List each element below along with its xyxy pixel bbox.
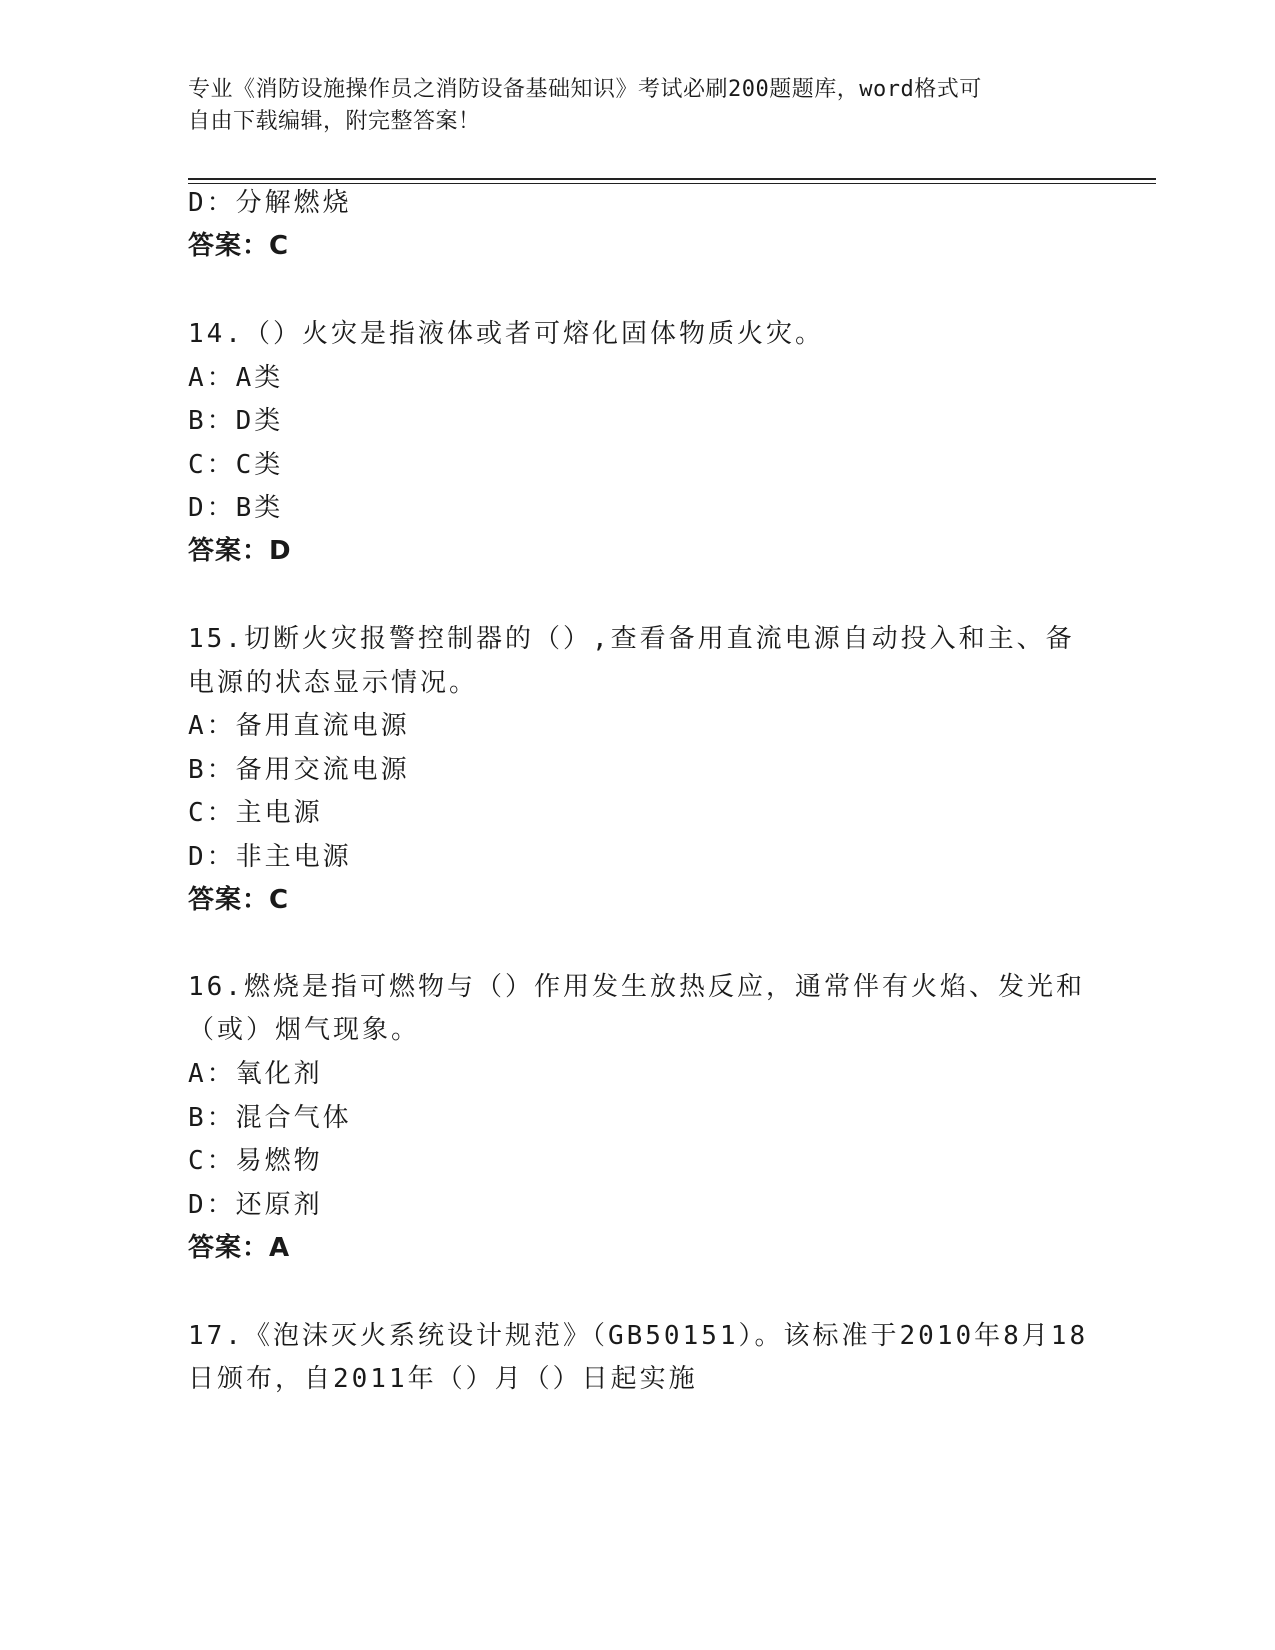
prev-option-d: D：分解燃烧 (188, 188, 352, 218)
q14-option-d: D：B类 (188, 493, 284, 523)
q14-option-c: C：C类 (188, 450, 284, 480)
q16-option-a: A：氧化剂 (188, 1059, 323, 1089)
q16-option-c: C：易燃物 (188, 1146, 323, 1176)
prev-answer: 答案：C (188, 231, 290, 261)
header-line-1: 专业《消防设施操作员之消防设备基础知识》考试必刷200题题库，word格式可 (188, 77, 982, 102)
q15-option-c: C：主电源 (188, 798, 323, 828)
q14-option-b: B：D类 (188, 406, 284, 436)
q16-stem-line-1: 16.燃烧是指可燃物与（）作用发生放热反应，通常伴有火焰、发光和 (188, 972, 1085, 1002)
document-header (188, 74, 1068, 138)
q16-option-d: D：还原剂 (188, 1190, 323, 1220)
q17-stem-line-1: 17.《泡沫灭火系统设计规范》（GB50151）。该标准于2010年8月18 (188, 1321, 1089, 1351)
q15-stem-line-1: 15.切断火灾报警控制器的（）,查看备用直流电源自动投入和主、备 (188, 624, 1075, 654)
q17-stem-line-2: 日颁布，自2011年（）月（）日起实施 (188, 1364, 698, 1394)
q16-stem-line-2: （或）烟气现象。 (188, 1015, 421, 1045)
q16-option-b: B：混合气体 (188, 1103, 352, 1133)
header-line-2: 自由下载编辑，附完整答案！ (188, 109, 481, 134)
q15-option-d: D：非主电源 (188, 842, 352, 872)
q15-stem-line-2: 电源的状态显示情况。 (188, 668, 479, 698)
q15-answer: 答案：C (188, 885, 290, 915)
q15-option-a: A：备用直流电源 (188, 711, 410, 741)
q14-option-a: A：A类 (188, 363, 284, 393)
q14-answer: 答案：D (188, 536, 292, 566)
q15-option-b: B：备用交流电源 (188, 755, 410, 785)
q14-stem: 14.（）火灾是指液体或者可熔化固体物质火灾。 (188, 319, 824, 349)
q16-answer: 答案：A (188, 1233, 291, 1263)
